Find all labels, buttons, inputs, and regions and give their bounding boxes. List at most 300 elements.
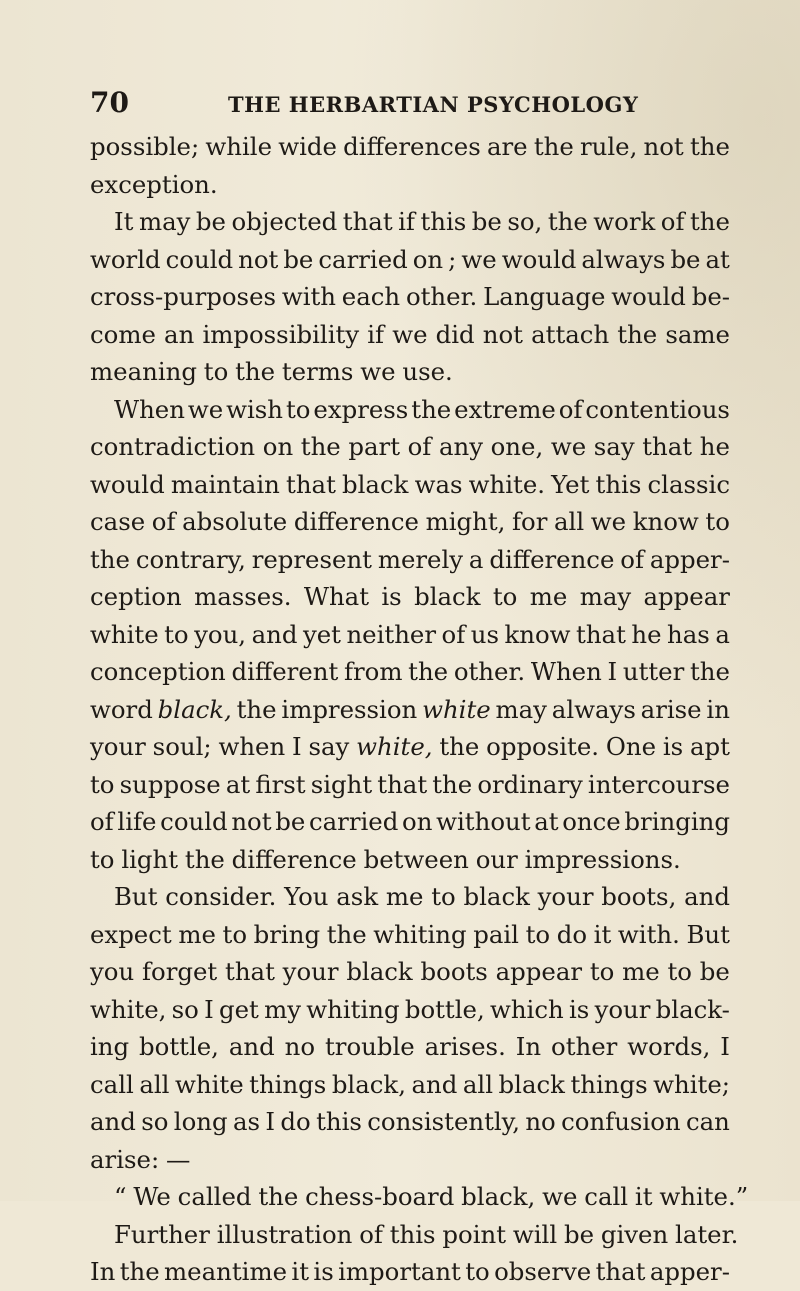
word: In <box>515 1032 542 1061</box>
word: would <box>90 469 165 499</box>
word: us <box>470 619 499 649</box>
word: white, <box>356 732 433 761</box>
word: appear <box>495 957 583 986</box>
word: all <box>139 1069 170 1099</box>
word: for <box>512 507 548 536</box>
word: express <box>313 394 409 424</box>
word: the <box>439 732 480 761</box>
text-line <box>90 803 730 841</box>
word: meaning <box>90 357 197 386</box>
text-line <box>90 128 730 166</box>
word: may <box>495 694 547 724</box>
word: white <box>175 1069 244 1099</box>
word: could <box>160 807 228 836</box>
word: of <box>151 507 176 536</box>
word: to <box>492 582 518 611</box>
word: work <box>593 207 656 236</box>
word: black, <box>331 1069 406 1099</box>
word: You <box>284 882 329 911</box>
word: consistently, <box>367 1107 520 1136</box>
word: to <box>222 919 248 949</box>
word: boots <box>420 957 488 986</box>
word: black- <box>655 994 730 1024</box>
word: no <box>284 1032 316 1061</box>
word: But <box>114 882 158 911</box>
word: an <box>164 319 195 349</box>
word: contradiction <box>90 432 256 461</box>
word: to <box>705 507 730 536</box>
word: different <box>231 657 339 686</box>
word: carried <box>318 244 408 274</box>
text-line <box>90 541 730 579</box>
word: this <box>316 1107 362 1136</box>
text-line <box>90 1141 730 1179</box>
word: the <box>235 357 276 386</box>
word: we <box>360 357 396 386</box>
word: terms <box>281 357 354 386</box>
word: whiting <box>306 994 400 1024</box>
word: your <box>594 994 651 1024</box>
word: black <box>346 957 413 986</box>
text-line <box>90 1028 730 1066</box>
word: this <box>389 1219 436 1249</box>
word: and <box>251 619 298 649</box>
word: arise: <box>90 1144 160 1174</box>
word: It <box>114 207 134 236</box>
word: the <box>184 844 225 874</box>
word: it <box>291 1257 310 1286</box>
word: world <box>90 244 161 274</box>
word: do <box>556 919 588 949</box>
word: pail <box>473 919 519 949</box>
word: when <box>218 732 286 761</box>
word: other. <box>453 657 526 686</box>
word: case <box>90 507 146 536</box>
word: so <box>141 1107 169 1136</box>
word: words, <box>627 1032 711 1061</box>
text-line <box>90 428 730 466</box>
word: apt <box>690 732 730 761</box>
word: ask <box>336 882 379 911</box>
word: on <box>402 807 433 836</box>
word: might, <box>425 507 506 536</box>
word: of <box>660 207 685 236</box>
word: bottle, <box>404 994 485 1024</box>
word: conception <box>90 657 226 686</box>
word: this <box>595 469 642 499</box>
word: the <box>411 394 452 424</box>
word: impossibility <box>202 319 360 349</box>
text-line <box>90 616 730 654</box>
word: wish <box>226 394 284 424</box>
word: your <box>537 882 594 911</box>
word: to <box>667 957 692 986</box>
word: sight <box>310 769 373 799</box>
word: be- <box>691 282 730 311</box>
word: called <box>177 1182 252 1211</box>
word: other <box>551 1032 618 1061</box>
word: that <box>642 432 693 461</box>
word: same <box>665 319 730 349</box>
word: me <box>385 882 424 911</box>
word: we <box>590 507 627 536</box>
text-line <box>90 466 730 504</box>
word: would <box>501 244 577 274</box>
word: was <box>414 469 463 499</box>
text-line <box>90 1216 739 1254</box>
word: always <box>551 694 636 724</box>
text-line <box>90 503 730 541</box>
word: ; <box>448 244 457 274</box>
word: the <box>300 432 341 461</box>
word: without <box>436 807 531 836</box>
word: that <box>342 207 393 236</box>
word: When <box>114 394 185 424</box>
word: black <box>414 582 481 611</box>
word: has <box>667 619 710 649</box>
word: arises. <box>424 1032 506 1061</box>
word: that <box>286 469 336 499</box>
word: will <box>512 1219 558 1249</box>
word: white <box>422 694 491 724</box>
text-line <box>90 203 730 241</box>
word: once <box>562 807 621 836</box>
word: soul; <box>152 732 212 761</box>
word: of <box>407 432 432 461</box>
word: whiting <box>373 919 467 949</box>
word: long <box>173 1107 228 1136</box>
text-line <box>90 878 730 916</box>
word: trouble <box>324 1032 415 1061</box>
word: it <box>593 919 612 949</box>
word: all <box>462 1069 494 1099</box>
text-line <box>90 953 730 991</box>
word: represent <box>251 544 372 574</box>
word: me <box>529 582 568 611</box>
word: a <box>715 619 730 649</box>
word: extreme <box>454 394 556 424</box>
word: at <box>705 244 730 274</box>
word: black <box>463 882 530 911</box>
word: the <box>90 544 130 574</box>
word: he <box>699 432 730 461</box>
word: rule, <box>579 132 638 161</box>
word: white.” <box>659 1182 749 1211</box>
word: the <box>690 207 730 236</box>
word: In <box>90 1257 116 1286</box>
word: not <box>643 132 684 161</box>
word: not <box>231 807 272 836</box>
word: difference <box>293 507 419 536</box>
word: may <box>138 207 191 236</box>
word: the <box>689 132 730 161</box>
word: contentious <box>585 394 730 424</box>
word: any <box>438 432 483 461</box>
word: appear <box>643 582 730 611</box>
text-line <box>90 653 730 691</box>
word: the <box>258 1182 299 1211</box>
word: at <box>534 807 559 836</box>
word: the <box>533 132 574 161</box>
word: get <box>218 994 259 1024</box>
word: black, <box>157 694 232 724</box>
word: forget <box>141 957 218 986</box>
word: we <box>392 319 428 349</box>
word: white; <box>653 1069 730 1099</box>
word: be <box>195 207 226 236</box>
word: When <box>530 657 602 686</box>
word: my <box>264 994 302 1024</box>
word: utter <box>622 657 685 686</box>
word: and <box>411 1069 458 1099</box>
word: is <box>381 582 402 611</box>
word: white. <box>468 469 546 499</box>
word: can <box>685 1107 730 1136</box>
text-line <box>90 728 730 766</box>
word: bringing <box>624 807 730 836</box>
word: could <box>165 244 234 274</box>
word: important <box>338 1257 461 1286</box>
word: exception. <box>90 169 218 199</box>
word: of <box>620 544 644 574</box>
word: Language <box>483 282 606 311</box>
word: boots, <box>601 882 677 911</box>
word: no <box>525 1107 556 1136</box>
word: it <box>634 1182 653 1211</box>
word: if <box>367 319 385 349</box>
word: word <box>90 694 153 724</box>
word: bring <box>253 919 321 949</box>
word: “ <box>114 1182 127 1211</box>
word: black, <box>461 1182 536 1211</box>
word: use. <box>402 357 453 386</box>
word: carried <box>308 807 399 836</box>
word: to <box>164 619 189 649</box>
word: — <box>166 1144 191 1174</box>
word: impression <box>281 694 418 724</box>
word: to <box>465 1257 490 1286</box>
word: We <box>133 1182 171 1211</box>
word: know <box>632 507 699 536</box>
text-line <box>90 391 730 429</box>
word: What <box>303 582 369 611</box>
word: wide <box>278 132 337 161</box>
text-line <box>90 166 730 204</box>
word: know <box>504 619 571 649</box>
word: intercourse <box>587 769 730 799</box>
word: from <box>343 657 403 686</box>
word: the <box>689 657 730 686</box>
word: observe <box>494 1257 592 1286</box>
word: meantime <box>164 1257 288 1286</box>
word: as <box>232 1107 261 1136</box>
word: maintain <box>170 469 280 499</box>
word: classic <box>647 469 730 499</box>
word: would <box>611 282 686 311</box>
word: is <box>662 732 684 761</box>
word: to <box>525 919 551 949</box>
word: and <box>684 882 730 911</box>
word: may <box>579 582 632 611</box>
word: of <box>359 1219 383 1249</box>
word: on <box>262 432 294 461</box>
word: all <box>554 507 585 536</box>
word: always <box>581 244 666 274</box>
word: to <box>431 882 456 911</box>
word: your <box>90 732 146 761</box>
word: consider. <box>165 882 277 911</box>
word: I <box>265 1107 276 1136</box>
word: me <box>622 957 660 986</box>
word: possible; <box>90 132 200 161</box>
word: say <box>593 432 635 461</box>
word: be <box>471 207 502 236</box>
word: ordinary <box>477 769 583 799</box>
word: illustration <box>216 1219 353 1249</box>
word: come <box>90 319 156 349</box>
word: that <box>225 957 275 986</box>
word: Further <box>114 1219 210 1249</box>
word: be <box>283 244 314 274</box>
word: ing <box>90 1032 130 1061</box>
word: while <box>205 132 273 161</box>
word: life <box>117 807 157 836</box>
word: things <box>570 1069 648 1099</box>
word: of <box>90 807 114 836</box>
word: Yet <box>551 469 590 499</box>
word: did <box>435 319 475 349</box>
word: yet <box>302 619 341 649</box>
word: attach <box>531 319 610 349</box>
word: of <box>558 394 583 424</box>
word: the <box>432 769 473 799</box>
word: you <box>90 957 135 986</box>
text-line <box>90 1253 730 1291</box>
word: merely <box>377 544 464 574</box>
word: between <box>363 844 469 874</box>
word: we <box>550 432 587 461</box>
word: call <box>90 1069 134 1099</box>
word: me <box>178 919 216 949</box>
word: opposite. <box>486 732 600 761</box>
word: other. <box>405 282 478 311</box>
word: and <box>90 1107 136 1136</box>
word: given <box>600 1219 669 1249</box>
word: objected <box>231 207 338 236</box>
word: to <box>90 769 115 799</box>
word: arise <box>640 694 702 724</box>
word: are <box>486 132 528 161</box>
word: the <box>617 319 658 349</box>
word: neither <box>346 619 437 649</box>
text-line <box>90 241 730 279</box>
word: if <box>398 207 415 236</box>
word: the <box>119 1257 160 1286</box>
word: part <box>348 432 400 461</box>
word: we <box>542 1182 578 1211</box>
word: first <box>255 769 306 799</box>
word: call <box>584 1182 629 1211</box>
word: to <box>203 357 229 386</box>
word: so, <box>507 207 543 236</box>
word: which <box>489 994 564 1024</box>
word: things <box>249 1069 327 1099</box>
word: to <box>90 844 115 874</box>
word: is <box>313 1257 334 1286</box>
text-line <box>90 916 730 954</box>
word: in <box>706 694 730 724</box>
word: be <box>563 1219 595 1249</box>
text-line <box>90 766 730 804</box>
word: apper- <box>649 1257 730 1286</box>
word: each <box>341 282 401 311</box>
word: to <box>285 394 311 424</box>
page-header <box>90 86 730 120</box>
text-line <box>90 841 730 879</box>
word: he <box>631 619 662 649</box>
word: and <box>228 1032 275 1061</box>
word: not <box>482 319 523 349</box>
word: But <box>686 919 730 949</box>
text-line <box>90 991 730 1029</box>
word: your <box>282 957 339 986</box>
word: black <box>342 469 409 499</box>
text-line <box>90 1066 730 1104</box>
word: say <box>308 732 350 761</box>
word: not <box>238 244 279 274</box>
word: ception <box>90 582 182 611</box>
body-text <box>90 128 749 1291</box>
word: I <box>607 657 618 686</box>
word: difference <box>231 844 357 874</box>
word: I <box>292 732 302 761</box>
word: be <box>670 244 701 274</box>
word: at <box>225 769 251 799</box>
text-line <box>90 316 730 354</box>
word: white, <box>90 994 167 1024</box>
word: black <box>498 1069 565 1099</box>
word: one, <box>490 432 544 461</box>
word: the <box>408 657 449 686</box>
word: the <box>326 919 367 949</box>
word: the <box>236 694 277 724</box>
word: a <box>468 544 484 574</box>
word: this <box>420 207 467 236</box>
word: white <box>90 619 159 649</box>
word: that <box>377 769 428 799</box>
text-line <box>90 278 730 316</box>
word: impressions. <box>524 844 681 874</box>
word: our <box>475 844 518 874</box>
word: so <box>171 994 199 1024</box>
text-line <box>90 578 730 616</box>
word: you, <box>194 619 247 649</box>
word: contrary, <box>135 544 246 574</box>
text-line <box>90 1178 749 1216</box>
word: absolute <box>182 507 288 536</box>
word: cross-purposes <box>90 282 277 311</box>
word: confusion <box>561 1107 681 1136</box>
word: light <box>121 844 179 874</box>
word: to <box>589 957 615 986</box>
word: apper- <box>649 544 730 574</box>
word: with <box>281 282 337 311</box>
word: the <box>547 207 588 236</box>
word: chess-board <box>305 1182 455 1211</box>
word: is <box>568 994 590 1024</box>
word: I <box>204 994 214 1024</box>
word: later. <box>675 1219 739 1249</box>
